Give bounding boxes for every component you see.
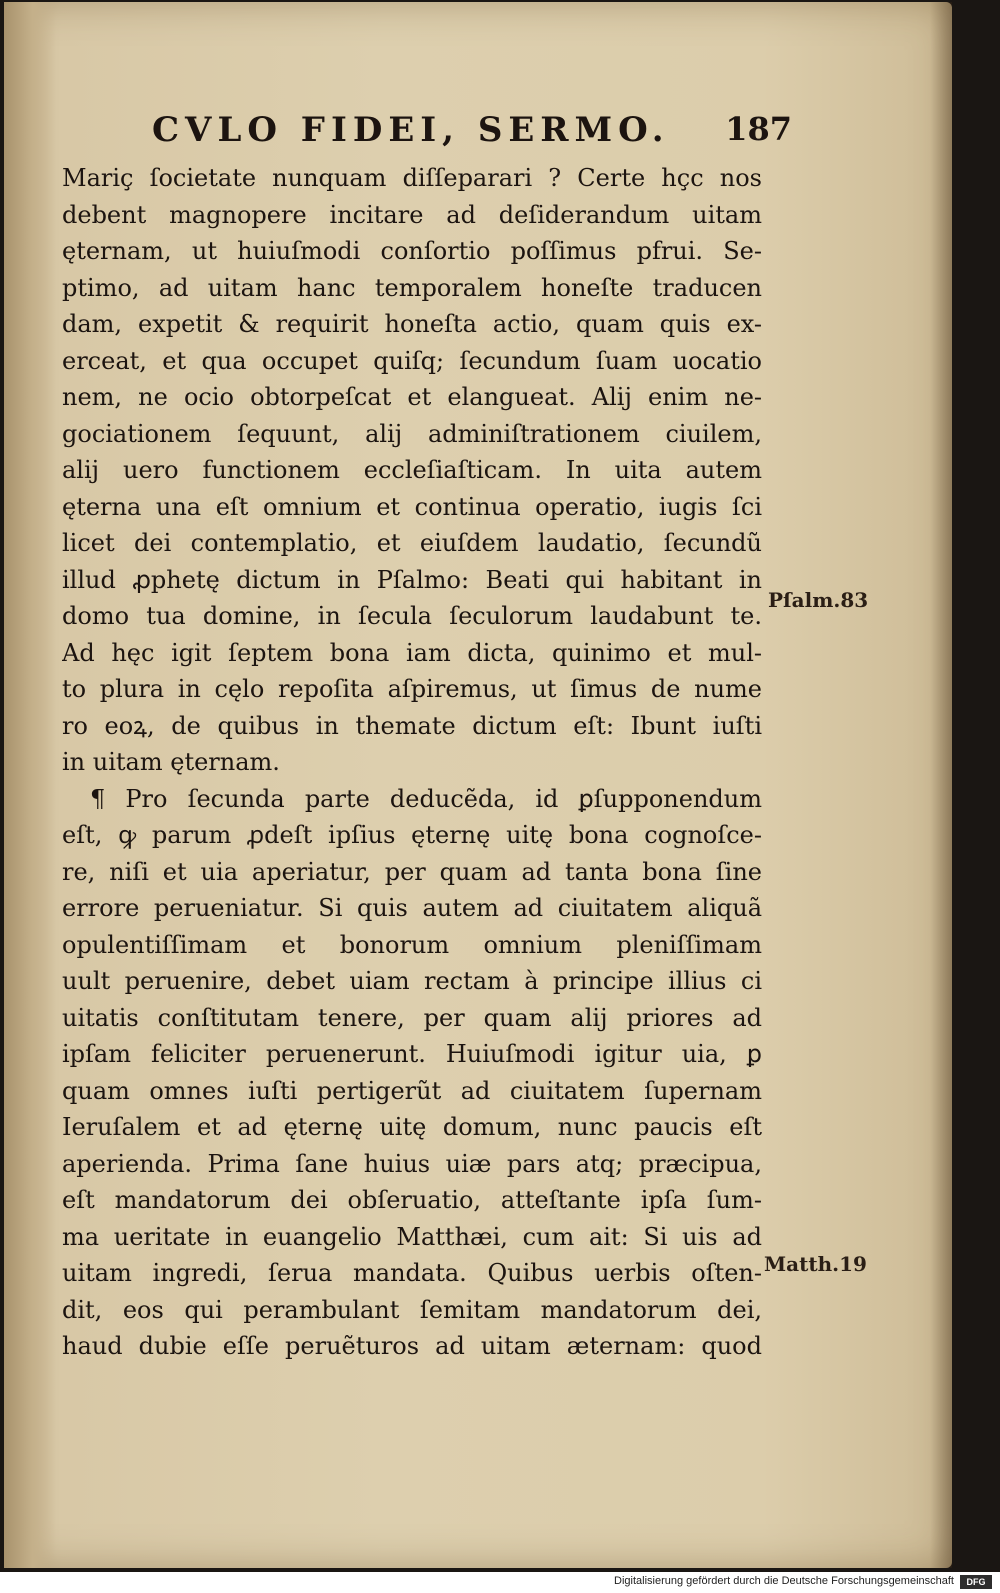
running-head [152, 110, 792, 160]
text-line: uult peruenire, debet uiam rectam à principe illius ci [62, 967, 762, 995]
text-line: opulentiſſimam et bonorum omnium pleniſſimam [62, 930, 762, 959]
page-edge-shadow [930, 2, 952, 1568]
text-line: ęternam, ut huiuſmodi conſortio poſſimus pfrui. Se- [62, 237, 762, 265]
text-line: quam omnes iuſti pertigerũt ad ciuitatem ſupernam [62, 1076, 762, 1105]
text-line: debent magnopere incitare ad deſiderandum uitam [62, 200, 762, 229]
marginal-note-matthew: Matth.19 [764, 1252, 867, 1276]
text-line: gociationem ſequunt, alij adminiſtrationem ciuilem, [62, 419, 762, 448]
text-line: dit, eos qui perambulant ſemitam mandatorum dei, [62, 1295, 762, 1324]
running-title: CVLO FIDEI, SERMO. [152, 110, 670, 150]
text-line: licet dei contemplatio, et eiuſdem laudatio, ſecundũ [62, 529, 762, 557]
marginal-note-psalm: Pſalm.83 [768, 588, 869, 612]
text-line: haud dubie eſſe peruẽturos ad uitam æternam: quod [62, 1332, 762, 1360]
text-line: ipſam feliciter peruenerunt. Huiuſmodi igitur uia, ꝑ [62, 1040, 762, 1068]
text-line: aperienda. Prima ſane huius uiæ pars atq; præcipua, [62, 1149, 762, 1178]
page-number: 187 [725, 110, 792, 148]
text-line: eſt mandatorum dei obſeruatio, atteſtante ipſa ſum- [62, 1186, 762, 1214]
funding-credit: Digitalisierung gefördert durch die Deutsche Forschungsgemeinschaft [614, 1575, 954, 1587]
body-text [62, 160, 762, 1365]
text-line: Ieruſalem et ad ęternę uitę domum, nunc paucis eſt [62, 1113, 762, 1141]
text-line: alij uero functionem eccleſiaſticam. In uita autem [62, 456, 762, 484]
text-line: Mariç ſocietate nunquam diſſeparari ? Certe hçc nos [62, 164, 762, 192]
text-line: to plura in cęlo repoſita aſpiremus, ut ſimus de nume [62, 675, 762, 703]
text-line: re, niſi et uia aperiatur, per quam ad tanta bona ſine [62, 857, 762, 886]
paragraph-start-line: ¶ Pro ſecunda parte deducẽda, id ꝑſupponendum [90, 784, 762, 813]
text-line: ma ueritate in euangelio Matthæi, cum ait: Si uis ad [62, 1222, 762, 1251]
text-line: in uitam ęternam. [62, 748, 280, 776]
text-line: Ad hęc igit ſeptem bona iam dicta, quinimo et mul- [62, 638, 762, 667]
page-gutter-shadow [4, 2, 56, 1568]
text-line: errore perueniatur. Si quis autem ad ciuitatem aliquã [62, 894, 762, 922]
text-line: dam, expetit & requirit honeſta actio, quam quis ex- [62, 310, 762, 338]
text-line: ro eoꝝ, de quibus in themate dictum eſt: Ibunt iuſti [62, 711, 762, 740]
text-line: nem, ne ocio obtorpeſcat et elangueat. Alij enim ne- [62, 383, 762, 411]
digitization-footer [0, 1572, 1000, 1593]
text-line: ęterna una eſt omnium et continua operatio, iugis ſci [62, 492, 762, 521]
text-line: illud ꝓphetę dictum in Pſalmo: Beati qui habitant in [62, 565, 762, 594]
text-line: erceat, et qua occupet quiſq; ſecundum ſuam uocatio [62, 346, 762, 375]
dfg-logo: DFG [960, 1575, 992, 1589]
text-line: eſt, ꝙ parum ꝓdeſt ipſius ęternę uitę bona cognoſce- [62, 821, 762, 849]
text-line: uitatis conſtitutam tenere, per quam alij priores ad [62, 1003, 762, 1032]
text-line: uitam ingredi, ſerua mandata. Quibus uerbis oſten- [62, 1259, 762, 1287]
text-line: domo tua domine, in ſecula ſeculorum laudabunt te. [62, 602, 762, 630]
text-line: ptimo, ad uitam hanc temporalem honeſte traducen [62, 273, 762, 302]
